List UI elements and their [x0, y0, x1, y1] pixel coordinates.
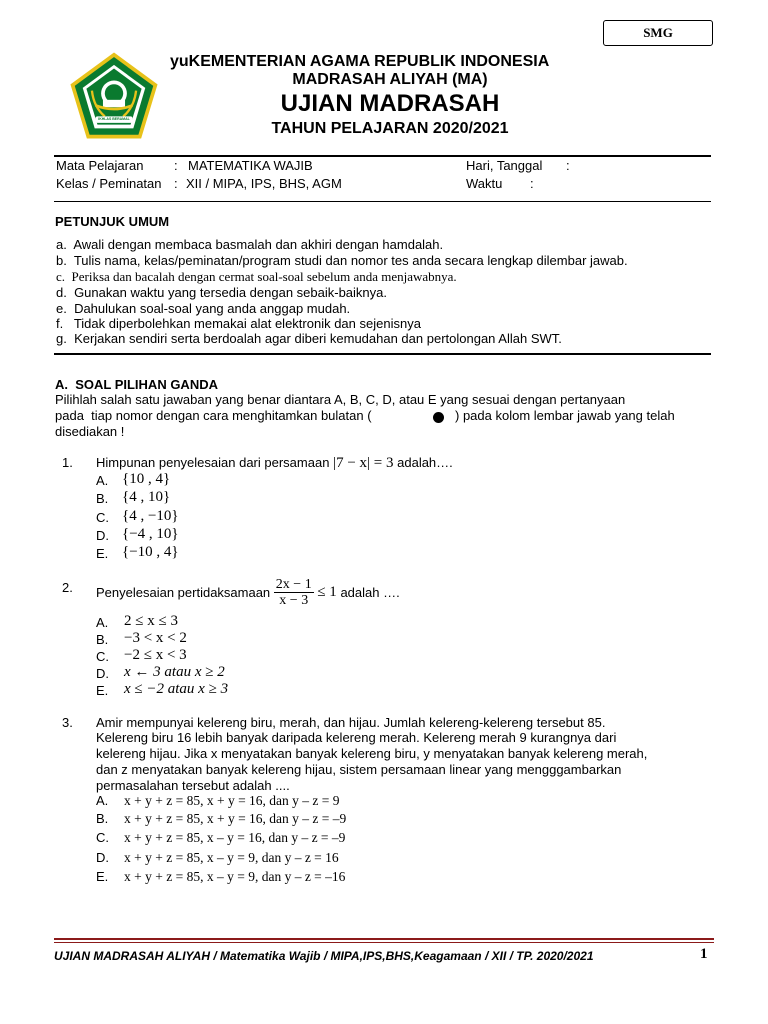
q3-line: Amir mempunyai kelereng biru, merah, dan hijau. Jumlah kelereng-kelereng tersebut 85.	[96, 715, 606, 730]
q2-text	[96, 577, 400, 608]
petunjuk-item: a. Awali dengan membaca basmalah dan akhiri dengan hamdalah.	[56, 237, 444, 252]
q1-option-label: B.	[96, 491, 109, 506]
meta-waktu-label: Waktu	[466, 176, 503, 191]
petunjuk-item: e. Dahulukan soal-soal yang anda anggap mudah.	[56, 301, 351, 316]
q2-option-label: B.	[96, 632, 109, 647]
q1-option-label: E.	[96, 546, 109, 561]
logo-text: IKHLAS BERAMAL	[98, 117, 130, 121]
q1-text-b: adalah….	[397, 455, 453, 470]
q3-option-value: x + y + z = 85, x – y = 16, dan y – z = –9	[124, 830, 346, 845]
petunjuk-item: b. Tulis nama, kelas/peminatan/program studi dan nomor tes anda secara lengkap dilembar jawab.	[56, 253, 628, 268]
petunjuk-item: g. Kerjakan sendiri serta berdoalah agar diberi kemudahan dan pertolongan Allah SWT.	[56, 331, 562, 346]
petunjuk-title: PETUNJUK UMUM	[55, 214, 170, 229]
meta-kelas-label: Kelas / Peminatan	[56, 176, 162, 191]
page-number: 1	[700, 946, 708, 962]
section-a-instruction: pada tiap nomor dengan cara menghitamkan bulatan (	[55, 408, 372, 423]
header-year: TAHUN PELAJARAN 2020/2021	[271, 120, 509, 137]
q3-option-label: B.	[96, 811, 109, 826]
meta-kelas-value: XII / MIPA, IPS, BHS, AGM	[186, 176, 342, 191]
q1-option-label: A.	[96, 473, 109, 488]
meta-hari-label: Hari, Tanggal	[466, 158, 543, 173]
section-a-title: A. SOAL PILIHAN GANDA	[55, 377, 218, 392]
petunjuk-item: c. Periksa dan bacalah dengan cermat soal-soal sebelum anda menjawabnya.	[56, 269, 457, 284]
footer-text: UJIAN MADRASAH ALIYAH / Matematika Wajib / MIPA,IPS,BHS,Keagamaan / XII / TP. 2020/2021	[54, 949, 594, 963]
section-a-instruction: ) pada kolom lembar jawab yang telah	[455, 408, 675, 423]
header-exam-title: UJIAN MADRASAH	[280, 90, 500, 117]
footer-rule-thin	[54, 942, 714, 943]
q3-option-value: x + y + z = 85, x + y = 16, dan y – z = –9	[124, 811, 347, 826]
q2-number: 2.	[62, 580, 73, 595]
q3-line: kelereng hijau. Jika x menyatakan banyak kelereng biru, y menyatakan banyak kelereng merah,	[96, 746, 648, 761]
q3-option-label: E.	[96, 869, 109, 884]
filled-circle-icon	[433, 412, 444, 423]
q2-text-b: adalah ….	[340, 585, 400, 600]
q1-option-value: {−10 , 4}	[122, 544, 179, 560]
q3-option-value: x + y + z = 85, x – y = 9, dan y – z = –16	[124, 869, 346, 884]
q2-fraction	[274, 577, 314, 608]
q2-option-value: x ≤ −2 atau x ≥ 3	[124, 681, 229, 697]
header-divider	[54, 155, 711, 157]
meta-waktu-colon: :	[530, 176, 534, 191]
q1-option-value: {4 , −10}	[122, 508, 179, 524]
q2-option-value: −3 < x < 2	[124, 630, 187, 646]
meta-mapel-value: MATEMATIKA WAJIB	[188, 158, 313, 173]
q1-expr: |7 − x| = 3	[333, 455, 394, 471]
header-ministry: yuKEMENTERIAN AGAMA REPUBLIK INDONESIA	[170, 53, 550, 70]
q2-relation: ≤ 1	[317, 584, 337, 600]
q3-line: Kelereng biru 16 lebih banyak daripada kelereng merah. Kelereng merah 9 kurangnya dari	[96, 730, 617, 745]
q2-option-label: A.	[96, 615, 109, 630]
q2-text-a: Penyelesaian pertidaksamaan	[96, 585, 271, 600]
q1-option-value: {−4 , 10}	[122, 526, 179, 542]
exam-code: SMG	[643, 25, 673, 40]
footer-rule	[54, 938, 714, 940]
section-a-instruction: disediakan !	[55, 424, 125, 439]
q3-option-label: C.	[96, 830, 109, 845]
q1-option-label: C.	[96, 510, 109, 525]
header-school: MADRASAH ALIYAH (MA)	[292, 71, 488, 88]
kemenag-logo-icon	[68, 52, 160, 144]
q2-option-value: x ← 3 atau x ≥ 2	[124, 664, 225, 680]
exam-code-box	[603, 20, 713, 46]
meta-kelas-colon: :	[174, 176, 178, 191]
q2-fraction-numerator: 2x − 1	[275, 577, 312, 592]
section-a-instruction: Pilihlah salah satu jawaban yang benar diantara A, B, C, D, atau E yang sesuai dengan pertanyaan	[55, 392, 626, 407]
petunjuk-item: d. Gunakan waktu yang tersedia dengan sebaik-baiknya.	[56, 285, 387, 300]
petunjuk-divider	[54, 353, 711, 355]
q1-text	[96, 455, 453, 472]
meta-hari-colon: :	[566, 158, 570, 173]
q1-number: 1.	[62, 455, 73, 470]
q3-option-value: x + y + z = 85, x – y = 9, dan y – z = 16	[124, 850, 339, 865]
q2-option-label: D.	[96, 666, 109, 681]
q2-fraction-denominator: x − 3	[279, 593, 309, 608]
q2-option-label: C.	[96, 649, 109, 664]
q1-option-label: D.	[96, 528, 109, 543]
petunjuk-item: f. Tidak diperbolehkan memakai alat elektronik dan sejenisnya	[56, 316, 421, 331]
q3-line: permasalahan tersebut adalah ....	[96, 778, 290, 793]
meta-mapel-label: Mata Pelajaran	[56, 158, 144, 173]
q2-option-value: −2 ≤ x < 3	[124, 647, 187, 663]
q3-option-label: A.	[96, 793, 109, 808]
q1-option-value: {10 , 4}	[122, 471, 171, 487]
q3-line: dan z menyatakan banyak kelereng hijau, sistem persamaan linear yang mengggambarkan	[96, 762, 622, 777]
q3-option-value: x + y + z = 85, x + y = 16, dan y – z = 9	[124, 793, 340, 808]
meta-mapel-colon: :	[174, 158, 178, 173]
q2-option-value: 2 ≤ x ≤ 3	[124, 613, 178, 629]
q3-option-label: D.	[96, 850, 109, 865]
q2-option-label: E.	[96, 683, 109, 698]
q1-text-a: Himpunan penyelesaian dari persamaan	[96, 455, 330, 470]
meta-divider	[54, 201, 711, 202]
q3-number: 3.	[62, 715, 73, 730]
q1-option-value: {4 , 10}	[122, 489, 171, 505]
